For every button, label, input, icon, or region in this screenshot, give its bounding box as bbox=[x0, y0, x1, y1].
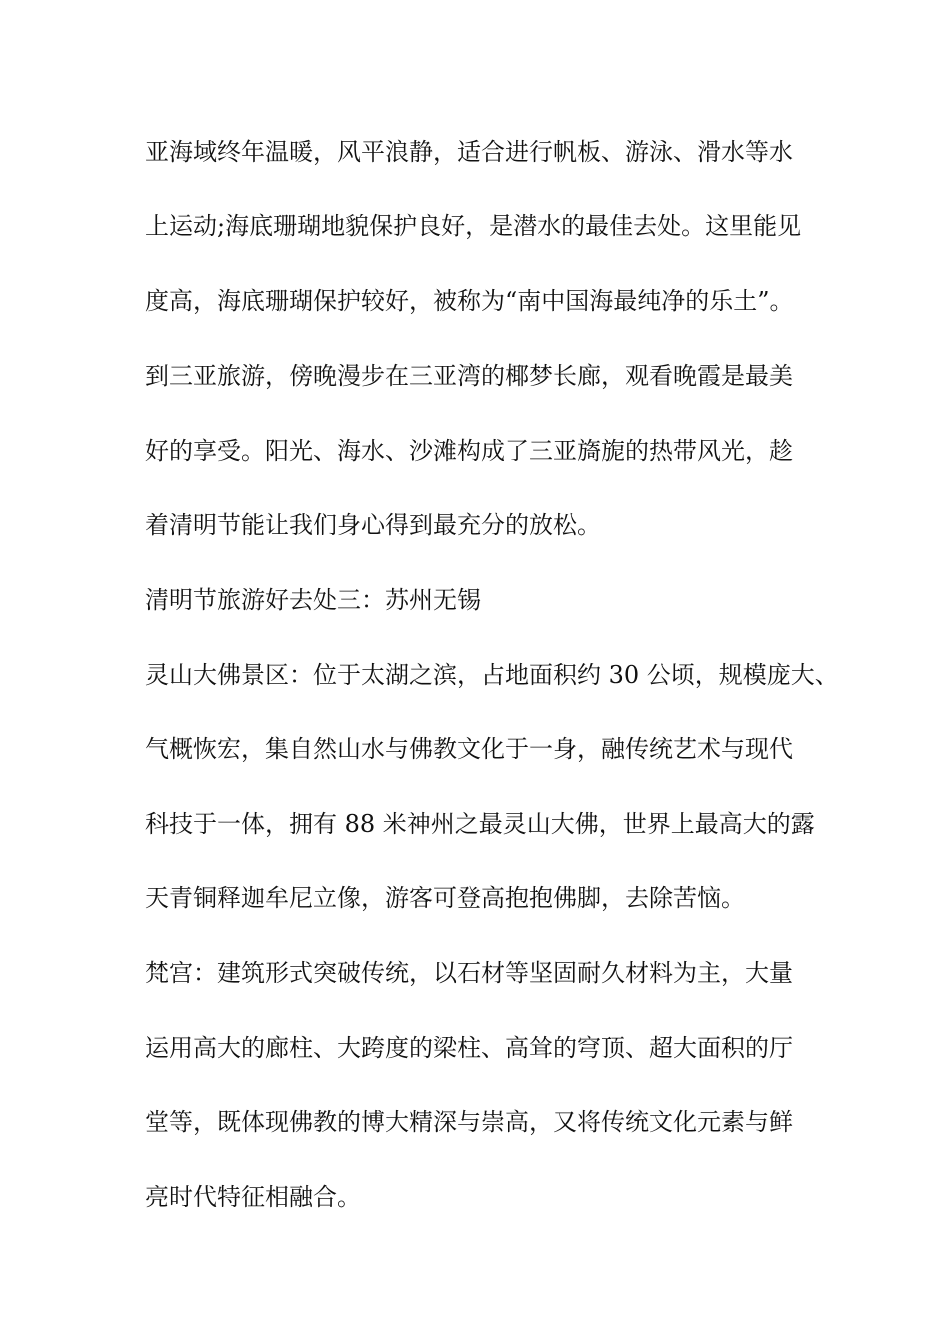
text-line: 度高，海底珊瑚保护较好，被称为“南中国海最纯净的乐土”。 bbox=[145, 287, 794, 315]
text-line: 天青铜释迦牟尼立像，游客可登高抱抱佛脚，去除苦恼。 bbox=[145, 884, 745, 912]
text-line: 好的享受。阳光、海水、沙滩构成了三亚旖旎的热带风光，趁 bbox=[145, 437, 793, 465]
text-line: 亚海域终年温暖，风平浪静，适合进行帆板、游泳、滑水等水 bbox=[145, 138, 793, 166]
text-line: 梵宫：建筑形式突破传统，以石材等坚固耐久材料为主，大量 bbox=[145, 959, 793, 987]
text-line: 科技于一体，拥有 88 米神州之最灵山大佛，世界上最高大的露 bbox=[145, 810, 815, 838]
text-line: 堂等，既体现佛教的博大精深与崇高，又将传统文化元素与鲜 bbox=[145, 1108, 793, 1136]
text-line: 着清明节能让我们身心得到最充分的放松。 bbox=[145, 511, 601, 539]
text-line: 上运动;海底珊瑚地貌保护良好，是潜水的最佳去处。这里能见 bbox=[145, 212, 802, 240]
section-heading: 清明节旅游好去处三：苏州无锡 bbox=[145, 586, 481, 614]
text-line: 气概恢宏，集自然山水与佛教文化于一身，融传统艺术与现代 bbox=[145, 735, 793, 763]
text-line: 运用高大的廊柱、大跨度的梁柱、高耸的穹顶、超大面积的厅 bbox=[145, 1034, 793, 1062]
text-line: 灵山大佛景区：位于太湖之滨，占地面积约 30 公顷，规模庞大、 bbox=[145, 661, 839, 689]
text-line: 到三亚旅游，傍晚漫步在三亚湾的椰梦长廊，观看晚霞是最美 bbox=[145, 362, 793, 390]
text-line: 亮时代特征相融合。 bbox=[145, 1183, 361, 1211]
